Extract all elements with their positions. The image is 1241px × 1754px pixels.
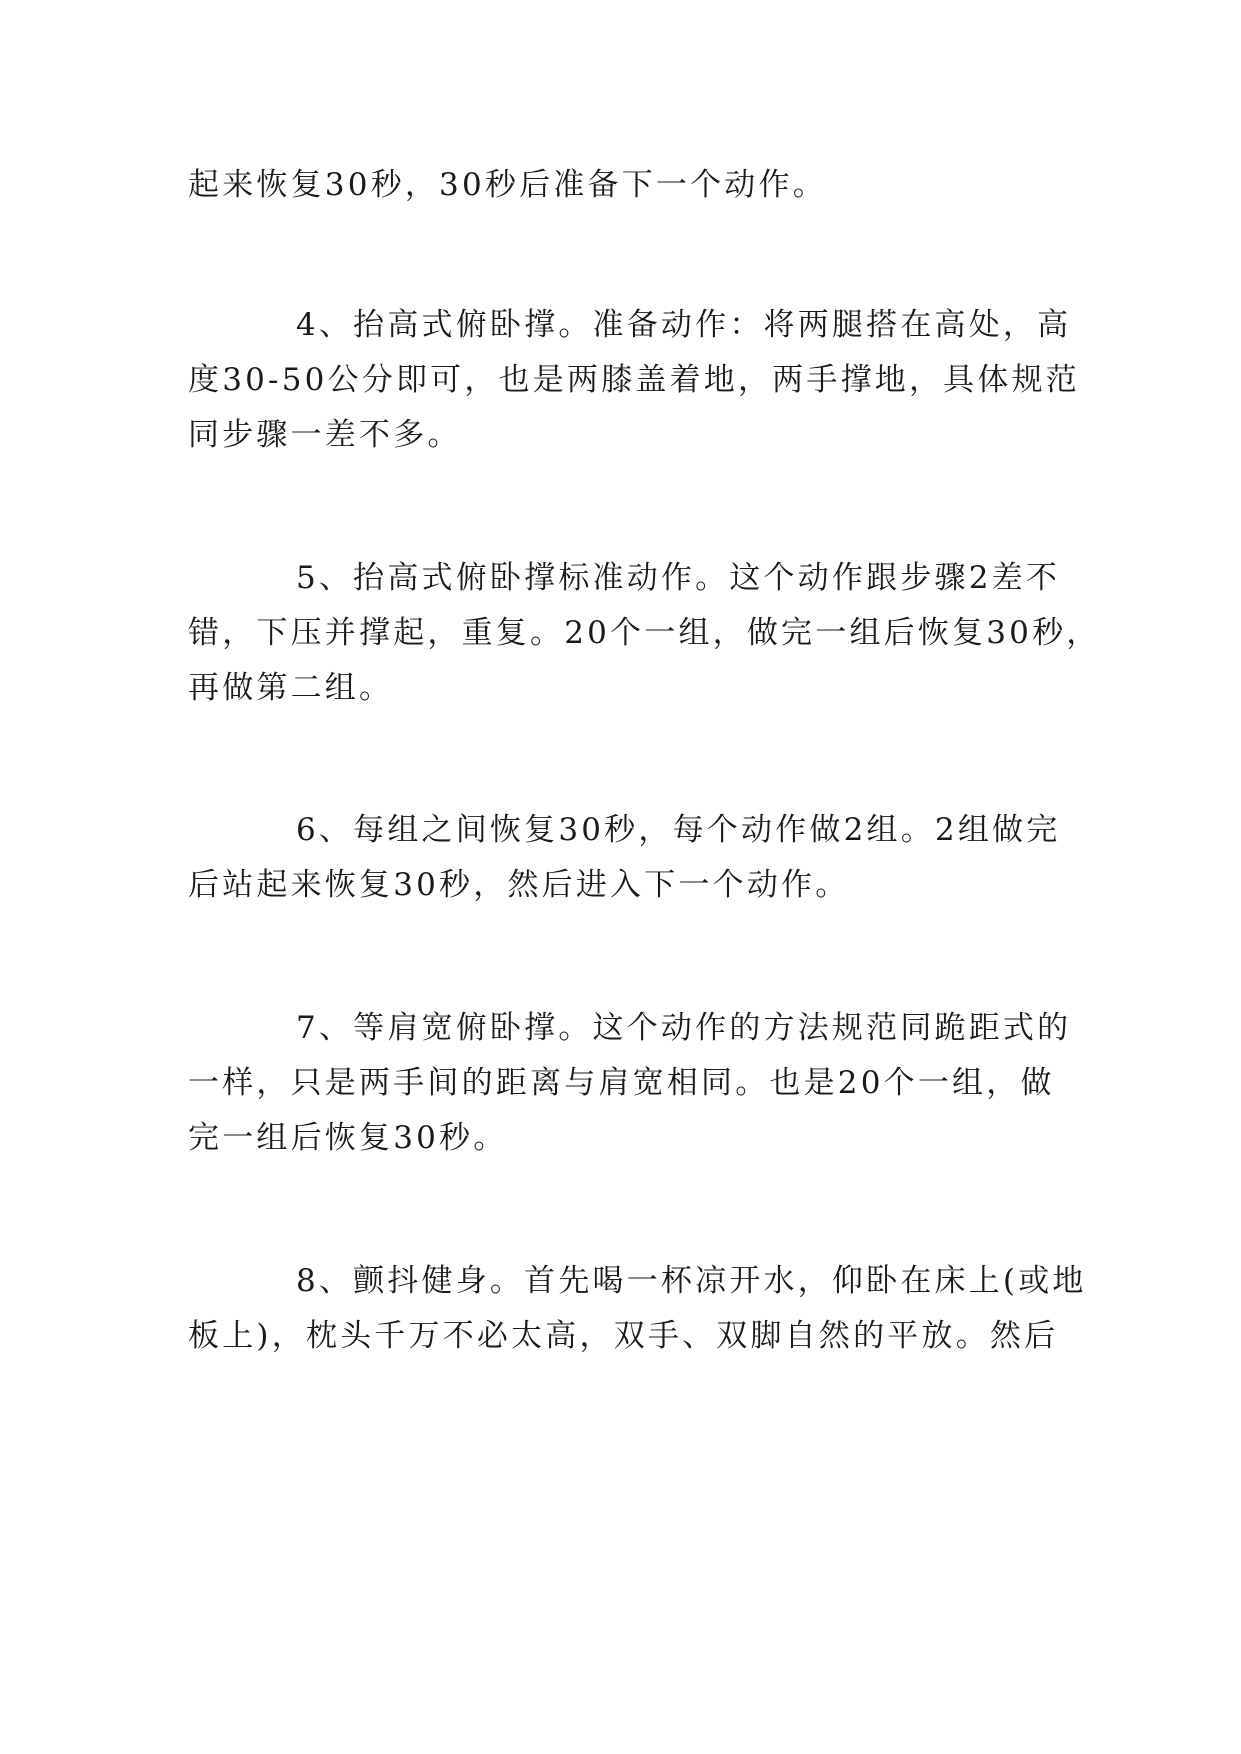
paragraph-2-line-2: 度30-50公分即可，也是两膝盖着地，两手撑地，具体规范 [188,362,1080,398]
paragraph-6-line-1: 8、颤抖健身。首先喝一杯凉开水，仰卧在床上(或地 [296,1263,1087,1299]
paragraph-2-line-3: 同步骤一差不多。 [188,417,462,453]
paragraph-5-line-1: 7、等肩宽俯卧撑。这个动作的方法规范同跪距式的 [296,1010,1072,1046]
paragraph-5-line-2: 一样，只是两手间的距离与肩宽相同。也是20个一组，做 [188,1065,1055,1101]
paragraph-3-line-1: 5、抬高式俯卧撑标准动作。这个动作跟步骤2差不 [296,560,1061,596]
paragraph-4-line-1: 6、每组之间恢复30秒，每个动作做2组。2组做完 [296,812,1061,848]
paragraph-3-line-3: 再做第二组。 [188,670,394,706]
paragraph-4-line-2: 后站起来恢复30秒，然后进入下一个动作。 [188,867,850,903]
paragraph-1-line-1: 起来恢复30秒，30秒后准备下一个动作。 [188,167,827,203]
paragraph-3-line-2: 错，下压并撑起，重复。20个一组，做完一组后恢复30秒， [188,615,1101,651]
paragraph-5-line-3: 完一组后恢复30秒。 [188,1120,508,1156]
paragraph-2-line-1: 4、抬高式俯卧撑。准备动作：将两腿搭在高处，高 [296,307,1072,343]
paragraph-6-line-2: 板上)，枕头千万不必太高，双手、双脚自然的平放。然后 [188,1318,1059,1354]
